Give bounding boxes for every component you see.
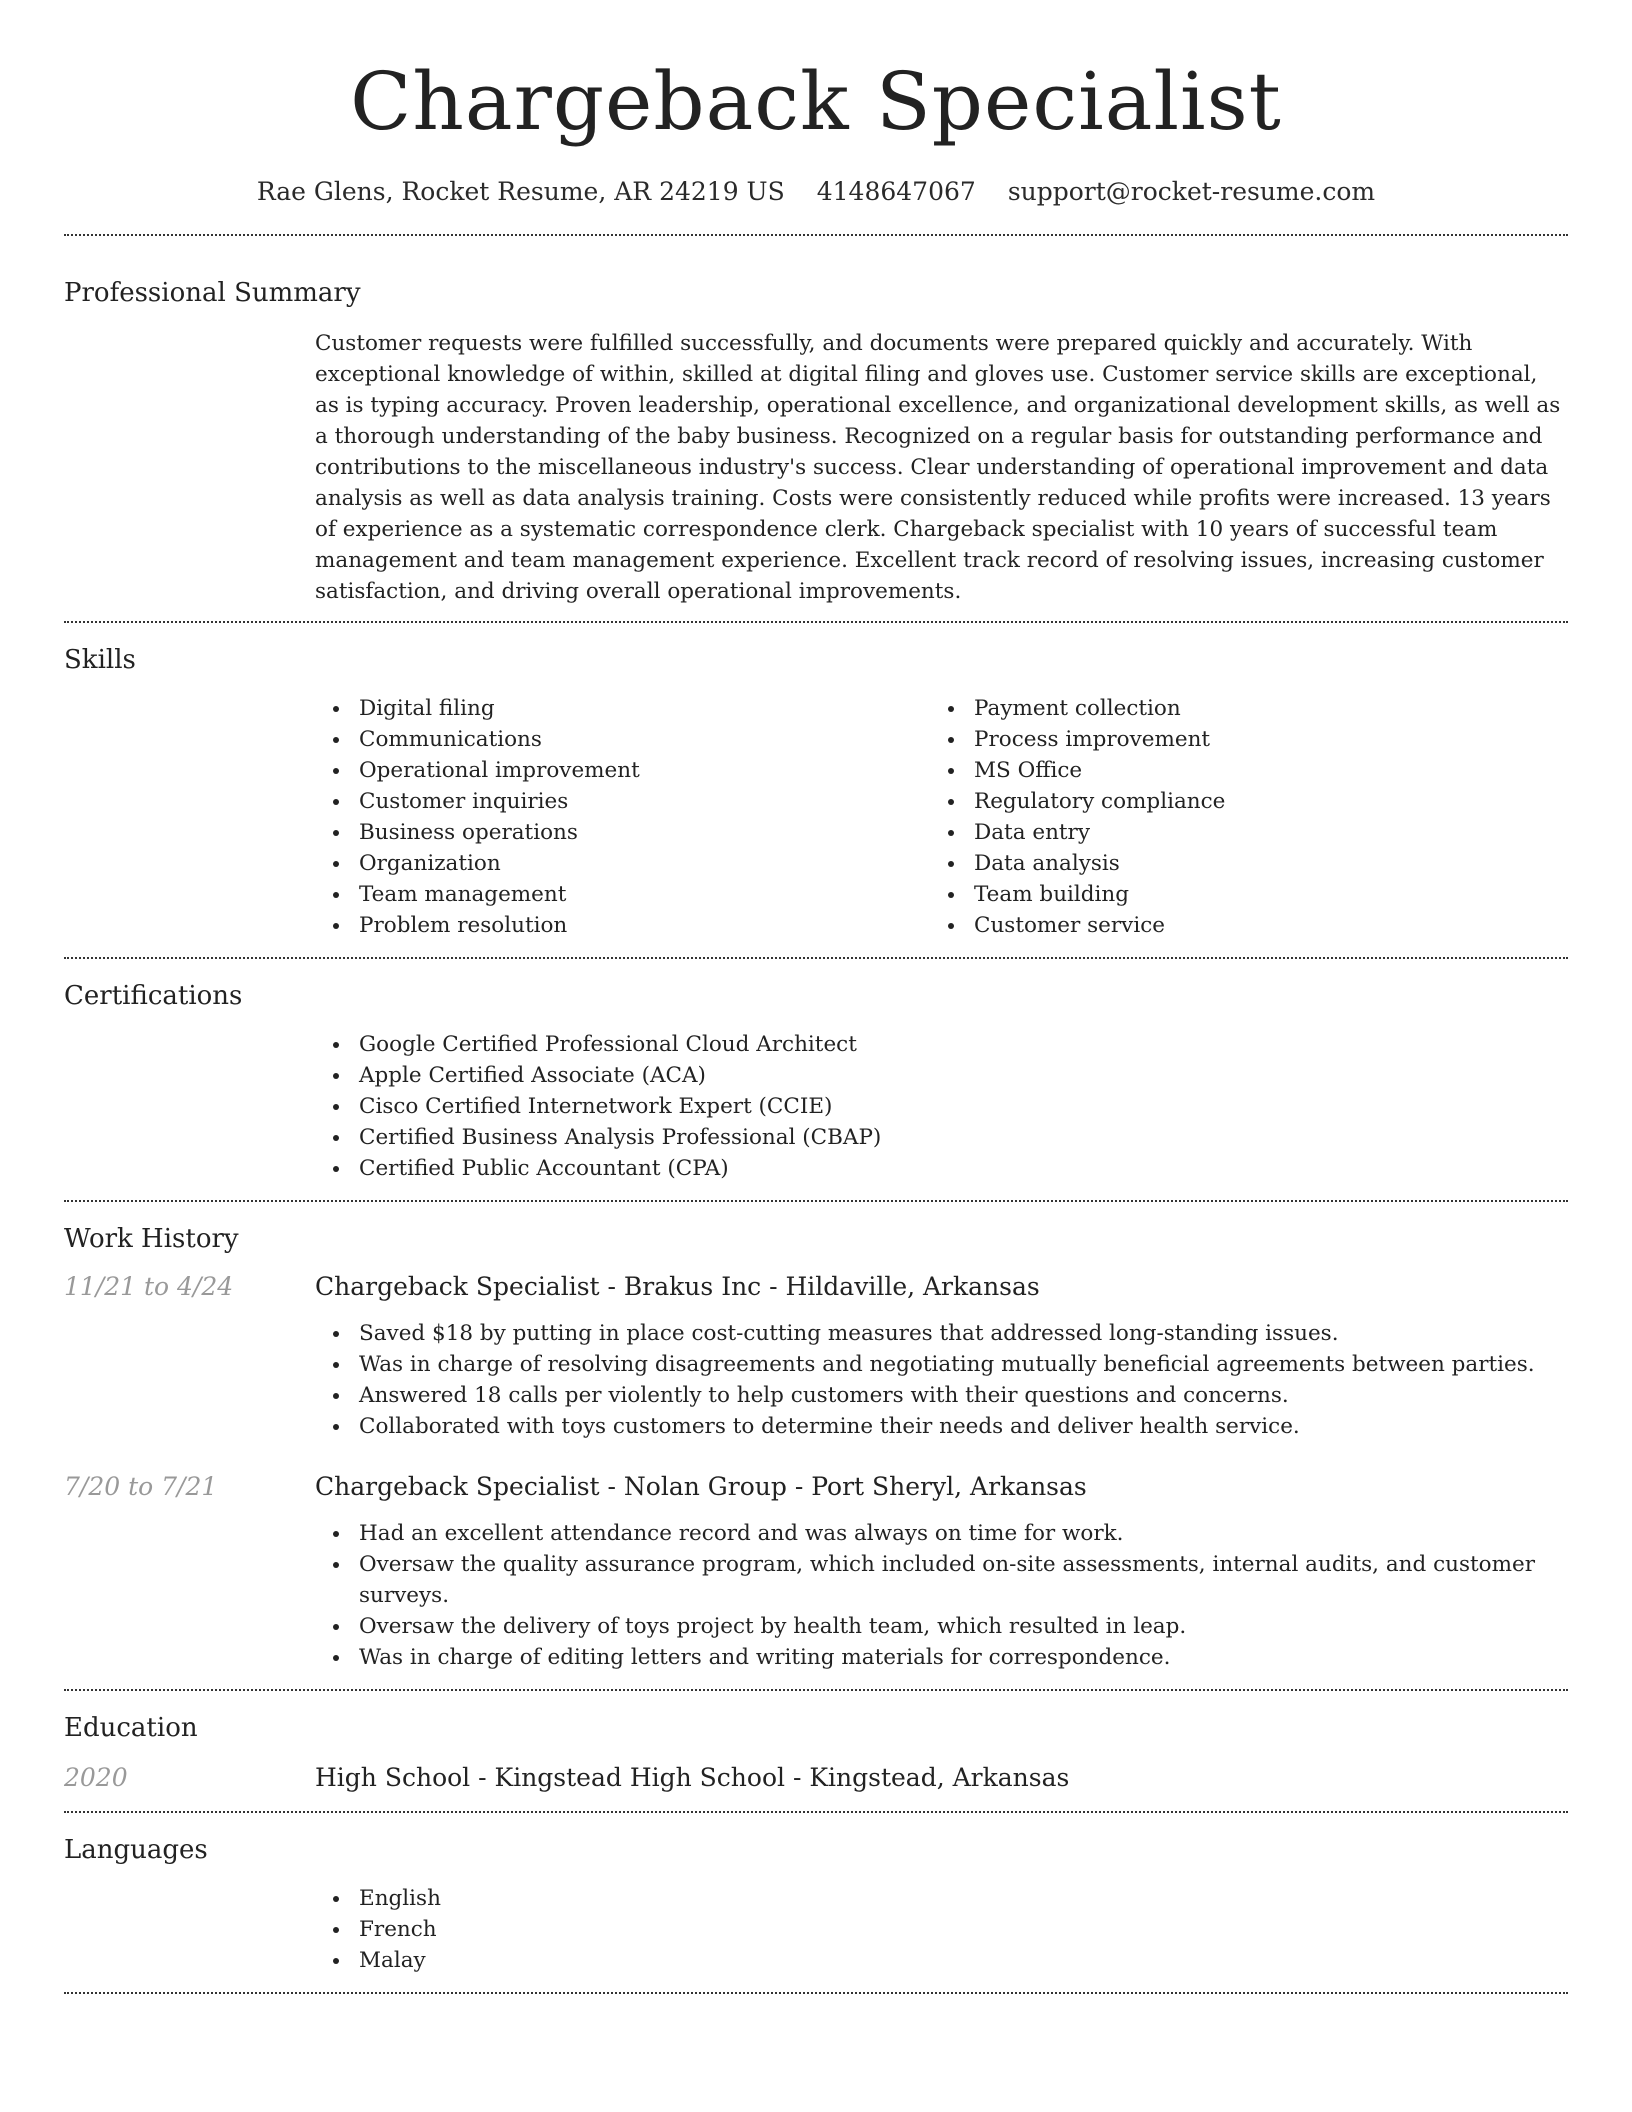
- list-item: Regulatory compliance: [930, 786, 1568, 817]
- job-entry: [64, 1270, 1568, 1442]
- resume-header: [64, 0, 1568, 208]
- list-item: Digital filing: [315, 693, 930, 724]
- skills-list-right: [930, 693, 1568, 941]
- list-item: MS Office: [930, 755, 1568, 786]
- section-divider: [64, 1992, 1568, 1994]
- list-item: English: [315, 1883, 1568, 1914]
- list-item: Saved $18 by putting in place cost-cutting measures that addressed long-standing issues.: [315, 1318, 1568, 1349]
- job-bullets: [315, 1318, 1568, 1442]
- job-title: [315, 1270, 1568, 1304]
- list-item: Business operations: [315, 817, 930, 848]
- work-history-section: [64, 1202, 1568, 1689]
- contact-email: support@rocket-resume.com: [1007, 177, 1376, 206]
- list-item: French: [315, 1914, 1568, 1945]
- list-item: Data entry: [930, 817, 1568, 848]
- education-heading: Education: [64, 1713, 198, 1743]
- list-item: Certified Public Accountant (CPA): [315, 1153, 1568, 1184]
- summary-heading: Professional Summary: [64, 278, 361, 308]
- skills-grid: [315, 693, 1568, 941]
- job-company-location: - Nolan Group - Port Sheryl, Arkansas: [599, 1472, 1087, 1501]
- summary-section: [64, 236, 1568, 621]
- list-item: Problem resolution: [315, 910, 930, 941]
- list-item: Organization: [315, 848, 930, 879]
- languages-heading: Languages: [64, 1835, 208, 1865]
- education-entry: [64, 1761, 1568, 1795]
- list-item: Operational improvement: [315, 755, 930, 786]
- list-item: Was in charge of editing letters and writing materials for correspondence.: [315, 1642, 1568, 1673]
- list-item: Answered 18 calls per violently to help customers with their questions and concerns.: [315, 1380, 1568, 1411]
- list-item: Customer service: [930, 910, 1568, 941]
- list-item: Team management: [315, 879, 930, 910]
- job-title: [315, 1470, 1568, 1504]
- list-item: Was in charge of resolving disagreements and negotiating mutually beneficial agreements between parties.: [315, 1349, 1568, 1380]
- contact-phone: 4148647067: [816, 177, 976, 206]
- list-item: Communications: [315, 724, 930, 755]
- job-dates: 7/20 to 7/21: [64, 1472, 218, 1501]
- job-details: [315, 1470, 1568, 1673]
- skills-heading: Skills: [64, 645, 136, 675]
- job-bullets: [315, 1518, 1568, 1673]
- certifications-body: [315, 1029, 1568, 1184]
- job-company-location: - Brakus Inc - Hildaville, Arkansas: [599, 1272, 1040, 1301]
- job-role: Chargeback Specialist: [315, 1272, 600, 1301]
- languages-body: [315, 1883, 1568, 1976]
- list-item: Payment collection: [930, 693, 1568, 724]
- list-item: Oversaw the delivery of toys project by health team, which resulted in leap.: [315, 1611, 1568, 1642]
- education-details: High School - Kingstead High School - Kingstead, Arkansas: [315, 1763, 1070, 1792]
- languages-section: [64, 1813, 1568, 1992]
- list-item: Had an excellent attendance record and was always on time for work.: [315, 1518, 1568, 1549]
- job-details: [315, 1270, 1568, 1442]
- list-item: Cisco Certified Internetwork Expert (CCIE): [315, 1091, 1568, 1122]
- list-item: Apple Certified Associate (ACA): [315, 1060, 1568, 1091]
- contact-address: Rae Glens, Rocket Resume, AR 24219 US: [256, 177, 785, 206]
- certifications-list: [315, 1029, 1568, 1184]
- candidate-title: Chargeback Specialist: [350, 55, 1282, 148]
- education-year: 2020: [64, 1763, 128, 1792]
- job-dates: 11/21 to 4/24: [64, 1272, 234, 1301]
- list-item: Data analysis: [930, 848, 1568, 879]
- list-item: Collaborated with toys customers to determine their needs and deliver health service.: [315, 1411, 1568, 1442]
- certifications-section: [64, 959, 1568, 1200]
- list-item: Team building: [930, 879, 1568, 910]
- list-item: Google Certified Professional Cloud Architect: [315, 1029, 1568, 1060]
- job-entry: [64, 1470, 1568, 1673]
- job-role: Chargeback Specialist: [315, 1472, 600, 1501]
- skills-section: [64, 623, 1568, 957]
- list-item: Oversaw the quality assurance program, which included on-site assessments, internal audits, and customer surveys.: [315, 1549, 1568, 1611]
- contact-line: [64, 176, 1568, 208]
- skills-list-left: [315, 693, 930, 941]
- work-history-heading: Work History: [64, 1224, 239, 1254]
- summary-text: Customer requests were fulfilled successfully, and documents were prepared quickly and accurately. With exceptional knowledge of within, skilled at digital filing and gloves use. Customer service skills are exceptional, as is typing accuracy. Proven leadership, operational excellence, and organizational development skills, as well as a thorough understanding of the baby business. Recognized on a regular basis for outstanding performance and contributions to the miscellaneous industry's success. Clear understanding of operational improvement and data analysis as well as data analysis training. Costs were consistently reduced while profits were increased. 13 years of experience as a systematic correspondence clerk. Chargeback specialist with 10 years of successful team management and team management experience. Excellent track record of resolving issues, increasing customer satisfaction, and driving overall operational improvements.: [315, 331, 1561, 604]
- education-section: [64, 1691, 1568, 1811]
- list-item: Process improvement: [930, 724, 1568, 755]
- languages-list: [315, 1883, 1568, 1976]
- list-item: Customer inquiries: [315, 786, 930, 817]
- list-item: Malay: [315, 1945, 1568, 1976]
- certifications-heading: Certifications: [64, 981, 243, 1011]
- list-item: Certified Business Analysis Professional (CBAP): [315, 1122, 1568, 1153]
